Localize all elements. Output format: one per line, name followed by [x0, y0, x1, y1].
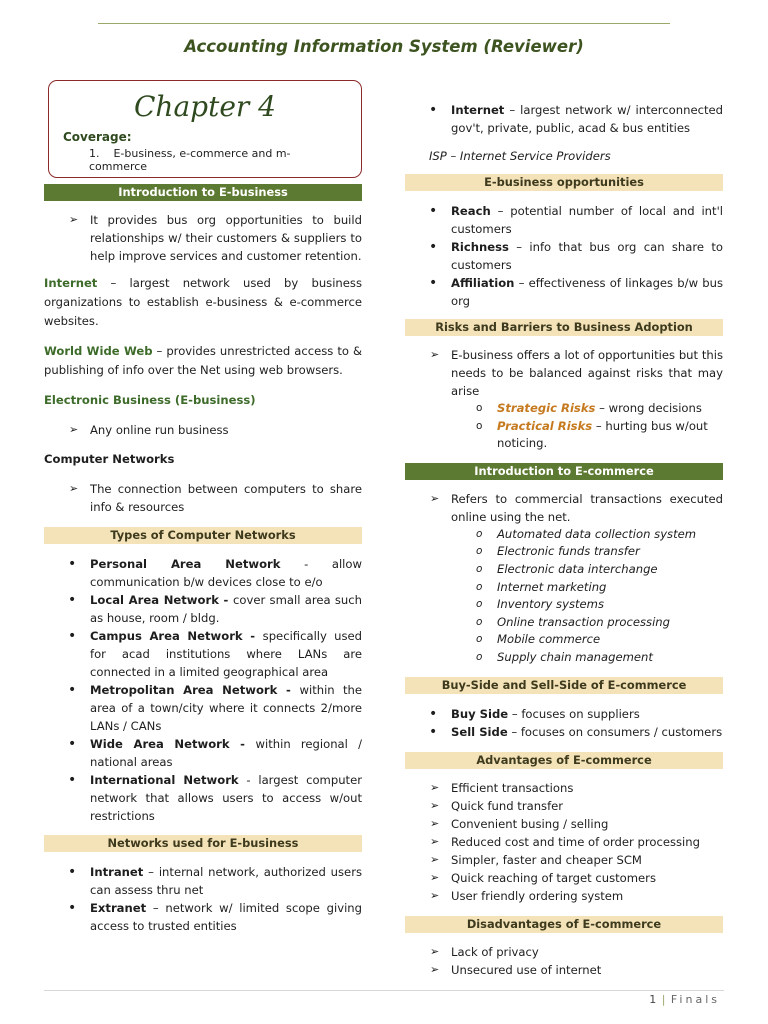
list-item: ➢ Unsecured use of internet	[405, 961, 723, 979]
section-band-disadvantages: Disadvantages of E-commerce	[405, 916, 723, 933]
list-item: ➢ Simpler, faster and cheaper SCM	[405, 851, 723, 869]
right-column	[405, 101, 723, 979]
list-item: o Automated data collection system	[405, 526, 723, 544]
networks-used-list	[44, 863, 362, 935]
intro-points	[44, 211, 362, 265]
section-band-intro-ebusiness: Introduction to E-business	[44, 184, 362, 201]
coverage-label: Coverage:	[63, 130, 132, 144]
list-item: o Online transaction processing	[405, 614, 723, 632]
list-item: ➢ User friendly ordering system	[405, 887, 723, 905]
list-item: o Supply chain management	[405, 649, 723, 667]
list-item: o Strategic Risks – wrong decisions	[405, 400, 723, 418]
list-item: • Reach – potential number of local and int'l customers	[405, 202, 723, 238]
list-item: • Affiliation – effectiveness of linkages b/w bus org	[405, 274, 723, 310]
section-band-types-networks: Types of Computer Networks	[44, 527, 362, 544]
header-rule	[98, 23, 670, 24]
list-item: • Intranet – internal network, authorized users can assess thru net	[44, 863, 362, 899]
page-number: 1	[649, 993, 658, 1006]
risks-intro	[405, 346, 723, 400]
list-item: ➢ The connection between computers to share info & resources	[44, 480, 362, 516]
footer-separator: |	[661, 993, 667, 1006]
ebusiness-heading: Electronic Business (E-business)	[44, 393, 256, 407]
networks-points	[44, 480, 362, 516]
section-band-ebusiness-opportunities: E-business opportunities	[405, 174, 723, 191]
list-item: ➢ Quick reaching of target customers	[405, 869, 723, 887]
risks-list	[405, 400, 723, 453]
list-item: • Metropolitan Area Network - within the area of a town/city where it connects 2/more LANs / CANs	[44, 681, 362, 735]
chapter-box	[48, 80, 362, 178]
list-item: ➢ Lack of privacy	[405, 943, 723, 961]
internet-definition: Internet – largest network used by business organizations to establish e-business & e-commerce websites.	[44, 276, 362, 328]
isp-note: ISP – Internet Service Providers	[429, 149, 611, 163]
list-item: • Extranet – network w/ limited scope giving access to trusted entities	[44, 899, 362, 935]
list-item: ➢ Efficient transactions	[405, 779, 723, 797]
list-item: ➢ Quick fund transfer	[405, 797, 723, 815]
list-item: • Campus Area Network - specifically used for acad institutions where LANs are connected in a limited geographical area	[44, 627, 362, 681]
internet-list	[405, 101, 723, 137]
list-item: • Wide Area Network - within regional / national areas	[44, 735, 362, 771]
list-item: • Sell Side – focuses on consumers / customers	[405, 723, 723, 741]
section-band-risks: Risks and Barriers to Business Adoption	[405, 319, 723, 336]
computer-networks-heading: Computer Networks	[44, 452, 175, 466]
advantages-list	[405, 779, 723, 905]
footer-label: Finals	[670, 993, 720, 1006]
left-column	[44, 80, 362, 935]
list-item: o Practical Risks – hurting bus w/out noticing.	[405, 418, 723, 453]
list-item: • Personal Area Network - allow communication b/w devices close to e/o	[44, 555, 362, 591]
list-item: • Buy Side – focuses on suppliers	[405, 705, 723, 723]
opportunities-list	[405, 202, 723, 310]
list-item: o Inventory systems	[405, 596, 723, 614]
section-band-buy-sell: Buy-Side and Sell-Side of E-commerce	[405, 677, 723, 694]
section-band-intro-ecommerce: Introduction to E-commerce	[405, 463, 723, 480]
footer-rule	[44, 990, 724, 991]
list-item: ➢ Reduced cost and time of order processing	[405, 833, 723, 851]
ebusiness-points	[44, 421, 362, 439]
list-item: o Internet marketing	[405, 579, 723, 597]
document-title: Accounting Information System (Reviewer)	[184, 37, 584, 56]
ecommerce-intro	[405, 490, 723, 526]
list-item: ➢ Refers to commercial transactions executed online using the net.	[405, 490, 723, 526]
list-item: ➢ Any online run business	[44, 421, 362, 439]
list-item: o Electronic funds transfer	[405, 543, 723, 561]
list-item: ➢ Convenient busing / selling	[405, 815, 723, 833]
list-item: • Local Area Network - cover small area such as house, room / bldg.	[44, 591, 362, 627]
ecommerce-items	[405, 526, 723, 667]
list-item: ➢ It provides bus org opportunities to build relationships w/ their customers & suppliers to help improve services and customer retention.	[44, 211, 362, 265]
list-item: o Mobile commerce	[405, 631, 723, 649]
page-footer	[649, 993, 720, 1006]
chapter-title: Chapter 4	[134, 90, 276, 123]
buy-sell-list	[405, 705, 723, 741]
list-item: • Richness – info that bus org can share to customers	[405, 238, 723, 274]
coverage-item: 1. E-business, e-commerce and m-commerce	[89, 147, 291, 173]
list-item: • International Network - largest computer network that allows users to access w/out restrictions	[44, 771, 362, 825]
www-definition: World Wide Web – provides unrestricted access to & publishing of info over the Net using web browsers.	[44, 344, 362, 377]
disadvantages-list	[405, 943, 723, 979]
network-types-list	[44, 555, 362, 825]
list-item: o Electronic data interchange	[405, 561, 723, 579]
section-band-networks-used: Networks used for E-business	[44, 835, 362, 852]
list-item: • Internet – largest network w/ interconnected gov't, private, public, acad & bus entities	[405, 101, 723, 137]
section-band-advantages: Advantages of E-commerce	[405, 752, 723, 769]
list-item: ➢ E-business offers a lot of opportunities but this needs to be balanced against risks that may arise	[405, 346, 723, 400]
